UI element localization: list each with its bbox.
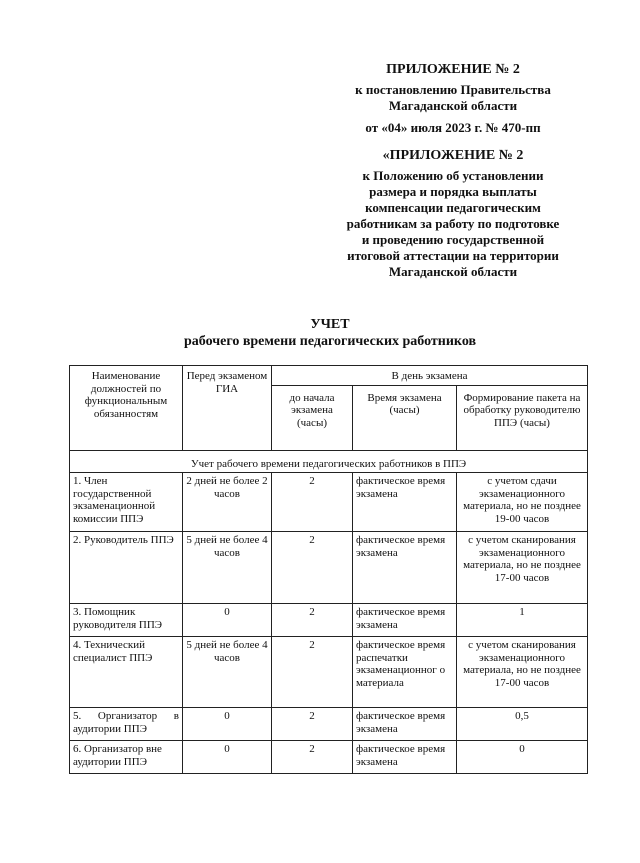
row-before-start: 2 (272, 532, 353, 604)
row-package: 0,5 (457, 708, 588, 741)
attachment-line-2: Магаданской области (388, 98, 518, 113)
row-before-exam: 5 дней не более 4 часов (183, 532, 272, 604)
table-row (70, 741, 588, 774)
row-before-start: 2 (272, 708, 353, 741)
header-package: Формирование пакета на обработку руководителю ППЭ (часы) (457, 385, 588, 450)
row-package: 1 (457, 604, 588, 637)
work-time-table (69, 365, 588, 774)
table-section-row (70, 450, 588, 473)
table-row (70, 604, 588, 637)
header-position: Наименование должностей по функциональным обязанностям (70, 366, 183, 451)
row-exam-time: фактическое время экзамена (353, 532, 457, 604)
attachment-title: ПРИЛОЖЕНИЕ № 2 (386, 62, 520, 77)
row-before-exam: 0 (183, 604, 272, 637)
row-exam-time: фактическое время экзамена (353, 708, 457, 741)
regulation-line: Магаданской области (388, 264, 518, 279)
regulation-line: итоговой аттестации на территории (347, 248, 559, 263)
header-before-exam: Перед экзаменом ГИА (183, 366, 272, 451)
table-row (70, 637, 588, 708)
row-before-start: 2 (272, 473, 353, 532)
row-position: 4. Технический специалист ППЭ (70, 637, 183, 708)
attachment-line-1: к постановлению Правительства (355, 82, 551, 97)
header-exam-day: В день экзамена (272, 366, 588, 386)
attachment-date: от «04» июля 2023 г. № 470-пп (365, 120, 541, 135)
regulation-line: и проведению государственной (361, 232, 545, 247)
row-before-exam: 0 (183, 741, 272, 774)
document-subtitle: рабочего времени педагогических работников (183, 334, 477, 349)
row-before-start: 2 (272, 604, 353, 637)
row-position: 1. Член государственной экзаменационной комиссии ППЭ (70, 473, 183, 532)
table-row (70, 532, 588, 604)
regulation-line: компенсации педагогическим (365, 200, 541, 215)
table-header-row (70, 366, 588, 386)
row-exam-time: фактическое время распечатки экзаменационног о материала (353, 637, 457, 708)
regulation-header (318, 148, 588, 280)
document-title (0, 316, 640, 350)
document-title-main: УЧЕТ (310, 317, 350, 332)
row-before-exam: 2 дней не более 2 часов (183, 473, 272, 532)
header-exam-time: Время экзамена (часы) (353, 385, 457, 450)
row-before-exam: 5 дней не более 4 часов (183, 637, 272, 708)
regulation-line: работникам за работу по подготовке (346, 216, 560, 231)
row-before-exam: 0 (183, 708, 272, 741)
regulation-title: «ПРИЛОЖЕНИЕ № 2 (382, 148, 524, 163)
table-row (70, 473, 588, 532)
row-position: 5. Организатор в аудитории ППЭ (70, 708, 183, 741)
row-package: с учетом сдачи экзаменационного материала, но не позднее 19-00 часов (457, 473, 588, 532)
row-before-start: 2 (272, 741, 353, 774)
row-package: 0 (457, 741, 588, 774)
regulation-line: размера и порядка выплаты (369, 184, 537, 199)
row-position: 2. Руководитель ППЭ (70, 532, 183, 604)
row-exam-time: фактическое время экзамена (353, 741, 457, 774)
row-package: с учетом сканирования экзаменационного материала, но не позднее 17-00 часов (457, 637, 588, 708)
row-package: с учетом сканирования экзаменационного материала, но не позднее 17-00 часов (457, 532, 588, 604)
row-exam-time: фактическое время экзамена (353, 473, 457, 532)
attachment-header (318, 62, 588, 136)
section-title: Учет рабочего времени педагогических работников в ППЭ (70, 450, 588, 473)
regulation-line: к Положению об установлении (362, 168, 544, 183)
header-before-start: до начала экзамена (часы) (272, 385, 353, 450)
row-exam-time: фактическое время экзамена (353, 604, 457, 637)
row-position: 3. Помощник руководителя ППЭ (70, 604, 183, 637)
table-row (70, 708, 588, 741)
row-before-start: 2 (272, 637, 353, 708)
row-position: 6. Организатор вне аудитории ППЭ (70, 741, 183, 774)
